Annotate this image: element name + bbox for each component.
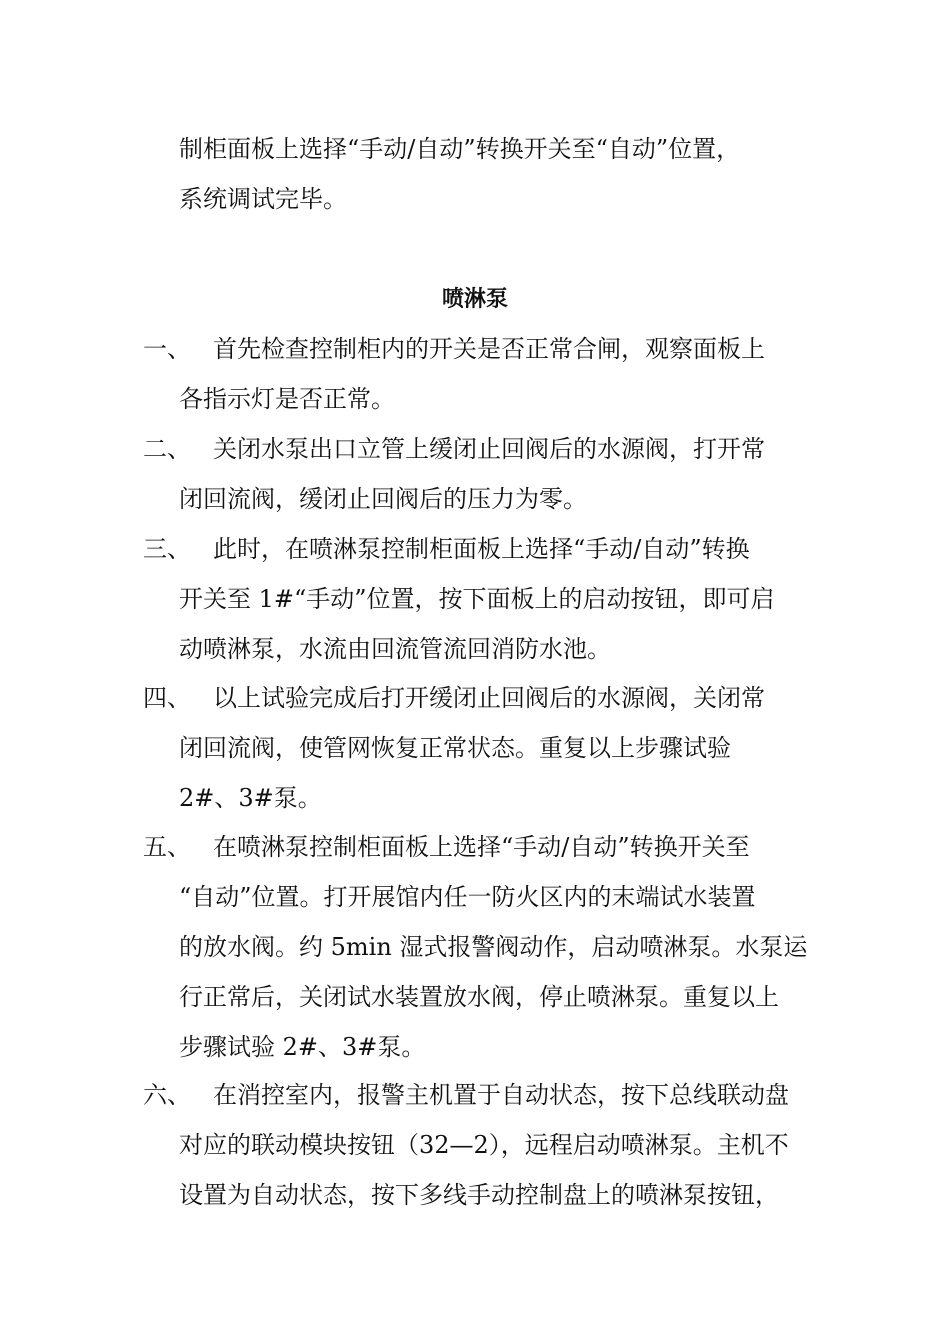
list-item-1 (143, 324, 823, 424)
item-number: 五、 (143, 833, 191, 861)
item-line: 首先检查控制柜内的开关是否正常合闸，观察面板上 (213, 335, 765, 363)
item-line: 对应的联动模块按钮（32—2），远程启动喷淋泵。主机不 (179, 1131, 789, 1159)
item-line: 关闭水泵出口立管上缓闭止回阀后的水源阀，打开常 (213, 435, 765, 463)
item-line: 设置为自动状态，按下多线手动控制盘上的喷淋泵按钮， (179, 1181, 779, 1209)
item-line: 各指示灯是否正常。 (179, 385, 395, 413)
list-item-6 (143, 1070, 823, 1220)
item-number: 四、 (143, 684, 191, 712)
item-line: 2#、3#泵。 (179, 784, 322, 812)
item-number: 六、 (143, 1081, 191, 1109)
item-line: 的放水阀。约 5min 湿式报警阀动作，启动喷淋泵。水泵运 (179, 933, 808, 961)
item-line: 行正常后，关闭试水装置放水阀，停止喷淋泵。重复以上 (179, 983, 779, 1011)
section-title: 喷淋泵 (441, 286, 508, 312)
item-line: 此时，在喷淋泵控制柜面板上选择“手动/自动”转换 (213, 535, 750, 563)
item-line: 动喷淋泵，水流由回流管流回消防水池。 (179, 635, 611, 663)
item-line: 闭回流阀，缓闭止回阀后的压力为零。 (179, 485, 587, 513)
list-item-5 (143, 822, 823, 1072)
list-item-2 (143, 424, 823, 524)
item-line: 闭回流阀，使管网恢复正常状态。重复以上步骤试验 (179, 734, 731, 762)
item-line: 以上试验完成后打开缓闭止回阀后的水源阀，关闭常 (213, 684, 765, 712)
item-line: 在喷淋泵控制柜面板上选择“手动/自动”转换开关至 (213, 833, 750, 861)
item-line: 开关至 1#“手动”位置，按下面板上的启动按钮，即可启 (179, 585, 775, 613)
item-number: 一、 (143, 335, 191, 363)
item-line: 步骤试验 2#、3#泵。 (179, 1033, 426, 1061)
list-item-4 (143, 673, 823, 823)
item-number: 三、 (143, 535, 191, 563)
item-line: “自动”位置。打开展馆内任一防火区内的末端试水装置 (179, 883, 756, 911)
list-item-3 (143, 524, 823, 674)
item-number: 二、 (143, 435, 191, 463)
intro-line-2: 系统调试完毕。 (179, 185, 347, 213)
item-line: 在消控室内，报警主机置于自动状态，按下总线联动盘 (213, 1081, 789, 1109)
intro-line-1: 制柜面板上选择“手动/自动”转换开关至“自动”位置， (179, 135, 741, 163)
